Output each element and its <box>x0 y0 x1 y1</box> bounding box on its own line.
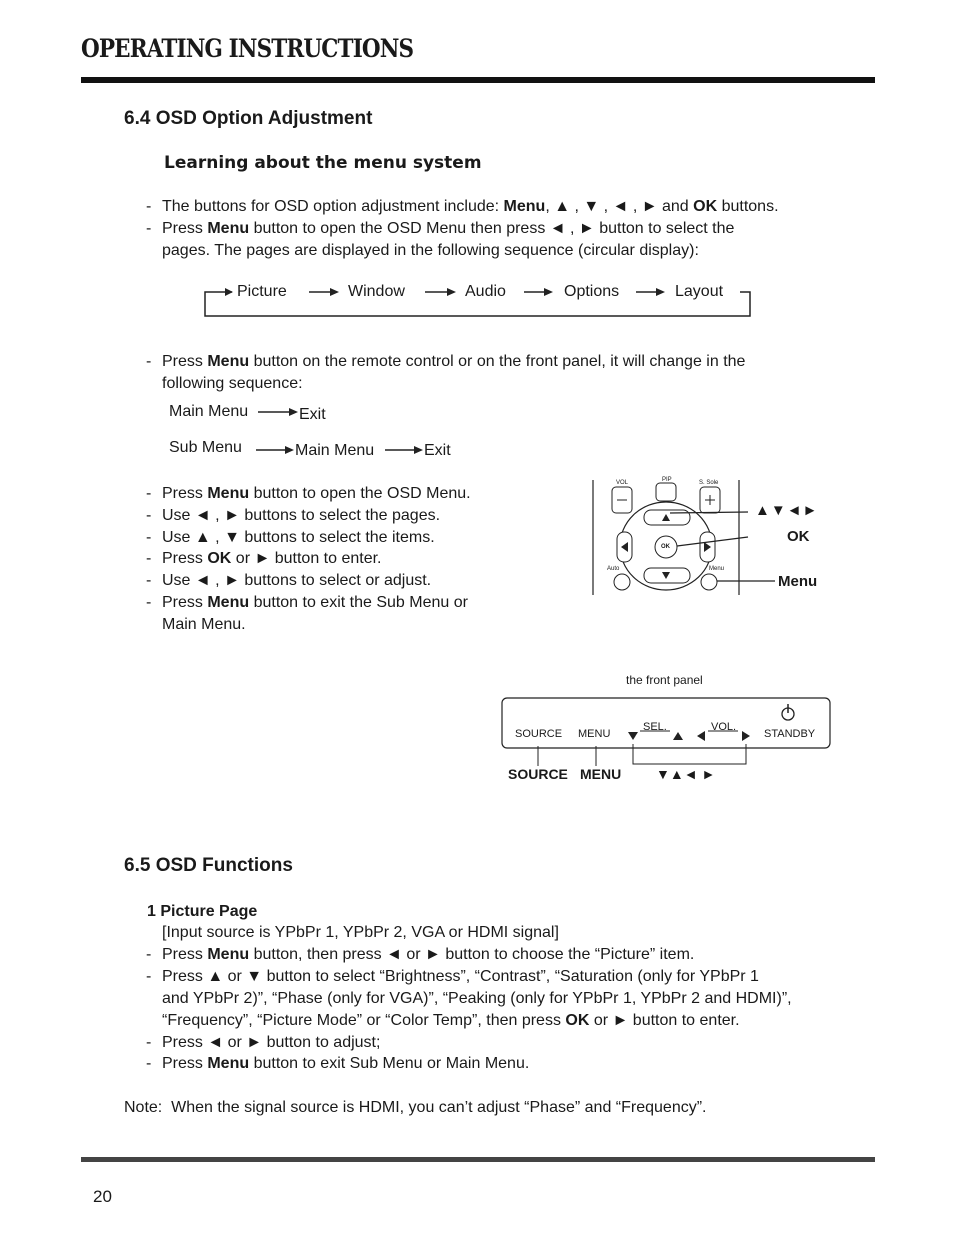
panel-sel-label: SEL. <box>643 721 667 733</box>
page-header-title: OPERATING INSTRUCTIONS <box>81 34 414 63</box>
front-panel-caption: the front panel <box>626 673 703 687</box>
sequence-picture: Picture <box>237 283 287 300</box>
flow-main-menu-2: Main Menu <box>295 442 375 459</box>
section-heading-6-4: 6.4 OSD Option Adjustment <box>124 108 373 129</box>
panel-source-label: SOURCE <box>515 728 563 740</box>
remote-callout-arrows: ▲▼◄► <box>755 502 819 519</box>
section-heading-6-5: 6.5 OSD Functions <box>124 855 293 876</box>
page-number: 20 <box>93 1187 112 1206</box>
picture-page-note: [Input source is YPbPr 1, YPbPr 2, VGA or HDMI signal] <box>162 924 559 941</box>
subsection-heading: Learning about the menu system <box>164 153 482 173</box>
flow-main-menu: Main Menu <box>169 403 249 420</box>
footer-rule <box>81 1157 875 1162</box>
note-text: Note: When the signal source is HDMI, you can’t adjust “Phase” and “Frequency”. <box>124 1099 707 1116</box>
panel-menu-label: MENU <box>578 728 611 740</box>
remote-menu-label: Menu <box>709 566 725 572</box>
remote-ok-label: OK <box>661 544 670 550</box>
flow-arrow <box>384 443 426 457</box>
flow-exit-2: Exit <box>424 442 451 459</box>
panel-callout-arrows: ▼▲◄ ► <box>656 766 716 782</box>
remote-pip-label: PIP <box>662 477 672 483</box>
panel-callout-menu: MENU <box>580 766 622 782</box>
remote-callout-ok: OK <box>787 528 810 545</box>
remote-ssole-label: S. Sole <box>699 480 719 486</box>
remote-callout-menu: Menu <box>778 573 818 590</box>
flow-exit: Exit <box>299 406 326 423</box>
sequence-layout: Layout <box>675 283 724 300</box>
panel-standby-label: STANDBY <box>764 728 816 740</box>
remote-auto-label: Auto <box>607 566 620 572</box>
header-rule <box>81 77 875 83</box>
flow-arrow <box>255 443 297 457</box>
panel-callout-source: SOURCE <box>508 766 568 782</box>
panel-vol-label: VOL. <box>711 721 737 733</box>
sequence-options: Options <box>564 283 620 300</box>
sequence-audio: Audio <box>465 283 506 300</box>
flow-arrow <box>257 405 301 419</box>
sequence-window: Window <box>348 283 405 300</box>
remote-vol-label: VOL <box>616 480 629 486</box>
picture-page-title: 1 Picture Page <box>147 903 258 920</box>
flow-sub-menu: Sub Menu <box>169 439 242 456</box>
